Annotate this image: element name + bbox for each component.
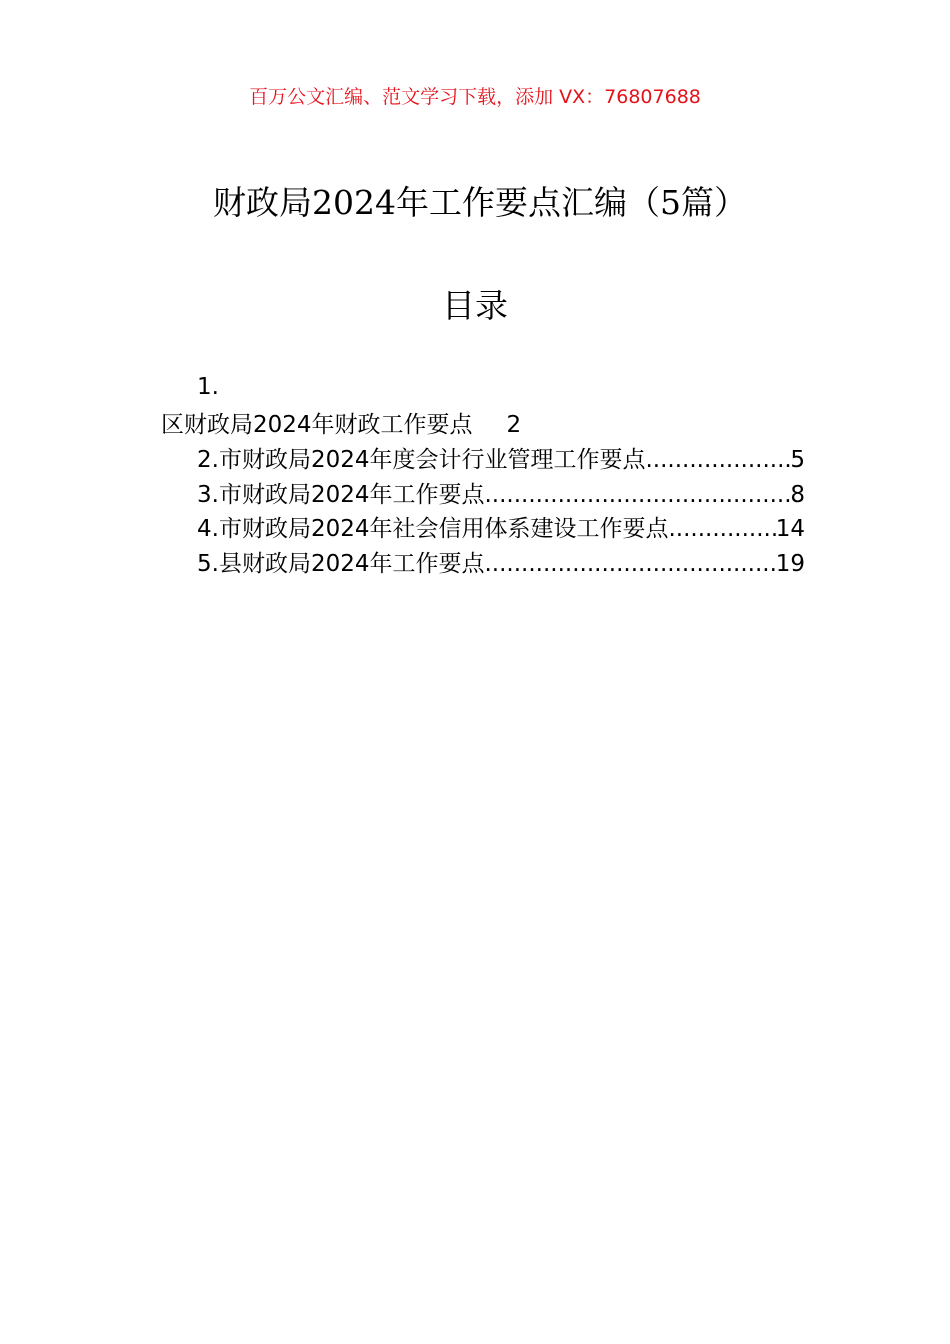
toc-leader-dots [484, 547, 775, 582]
toc-item-label[interactable]: 4.市财政局2024年社会信用体系建设工作要点 [197, 516, 669, 542]
toc-leader-dots [484, 478, 790, 513]
toc-item-page[interactable]: 5 [790, 447, 805, 473]
document-title: 财政局2024年工作要点汇编（5篇） [213, 183, 747, 222]
toc-item-page[interactable]: 14 [775, 516, 805, 542]
toc-item-page[interactable]: 19 [775, 550, 805, 577]
toc-item-1-number[interactable]: 1. [197, 374, 219, 400]
toc-item-2[interactable] [197, 443, 805, 478]
toc-item-page[interactable]: 8 [790, 481, 805, 508]
toc-item-1-page[interactable]: 2 [506, 412, 522, 438]
toc-item-label[interactable]: 2.市财政局2024年度会计行业管理工作要点 [197, 447, 646, 473]
toc-leader-dots [645, 443, 790, 478]
toc-item-5[interactable] [197, 547, 805, 582]
toc-leader-dots [668, 512, 775, 547]
toc-item-1[interactable] [161, 408, 521, 443]
header-note: 百万公文汇编、范文学习下载，添加 VX：76807688 [249, 86, 701, 108]
toc-item-1-label[interactable]: 区财政局2024年财政工作要点 [161, 412, 473, 438]
toc-item-label[interactable]: 5.县财政局2024年工作要点 [197, 550, 485, 577]
toc-item-3[interactable] [197, 478, 805, 513]
toc-item-label[interactable]: 3.市财政局2024年工作要点 [197, 481, 485, 508]
toc-heading: 目录 [442, 286, 508, 325]
toc-item-4[interactable] [197, 512, 805, 547]
